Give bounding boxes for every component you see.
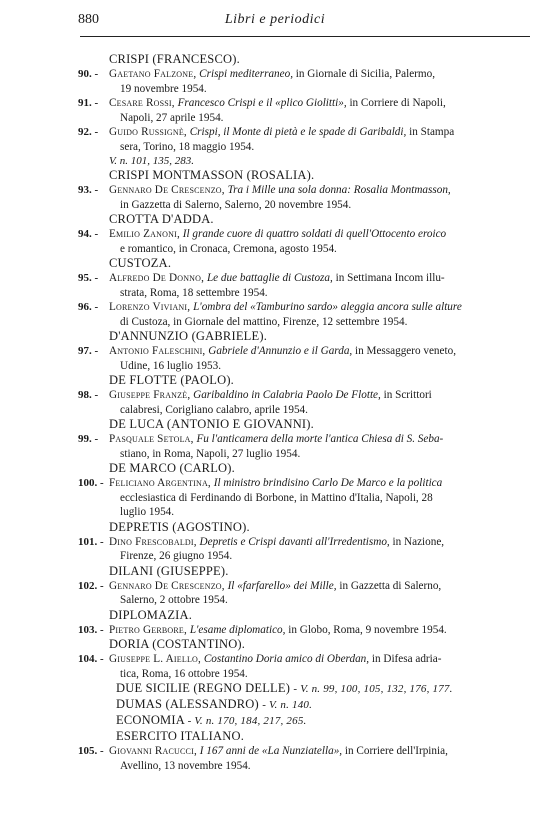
entry-body xyxy=(109,67,531,96)
entry-number: 90. - xyxy=(78,68,99,80)
section-heading: DILANI (GIUSEPPE). xyxy=(109,563,229,578)
entry-body xyxy=(109,183,531,212)
section-heading-label: DUE SICILIE (REGNO DELLE) xyxy=(116,681,291,695)
entry-title: Fu l'anticamera della morte l'antica Chiesa di S. Seba- xyxy=(196,433,444,445)
entry-number: 98. - xyxy=(78,389,99,401)
entry-title: Crispi, il Monte di pietà e le spade di Garibaldi, xyxy=(189,126,407,138)
entry-number: 95. - xyxy=(78,272,99,284)
entry-item xyxy=(0,227,550,256)
entry-number: 91. - xyxy=(78,97,99,109)
cross-reference: - V. n. 99, 100, 105, 132, 176, 177. xyxy=(293,683,453,695)
entry-title: Depretis e Crispi davanti all'Irredentismo, xyxy=(199,535,390,548)
entry-item xyxy=(0,67,550,96)
entry-title: Tra i Mille una sola donna: Rosalia Montmasson, xyxy=(227,184,451,196)
entry-item xyxy=(0,476,550,520)
entry-body xyxy=(109,388,531,417)
entry-item xyxy=(0,388,550,417)
section-heading: CRISPI MONTMASSON (ROSALIA). xyxy=(109,168,315,182)
entry-author: Gaetano Falzone, xyxy=(109,68,197,80)
entry-number: 100. - xyxy=(78,477,104,489)
entry-continuation: 19 novembre 1954. xyxy=(120,82,207,95)
entry-source: in Giornale di Sicilia, Palermo, xyxy=(295,68,435,80)
entry-continuation: Udine, 16 luglio 1953. xyxy=(120,359,221,372)
section-heading: ESERCITO ITALIANO. xyxy=(116,729,245,743)
entry-title: L'ombra del «Tamburino sardo» aleggia ancora sulle alture xyxy=(193,301,462,313)
entry-title: Le due battaglie di Custoza, xyxy=(206,272,333,284)
entry-number: 103. - xyxy=(78,623,104,636)
cross-reference: - V. n. 140. xyxy=(262,699,313,711)
entry-body xyxy=(109,744,531,773)
entry-body xyxy=(109,535,531,564)
entry-body xyxy=(109,125,531,154)
entry-continuation: tica, Roma, 16 ottobre 1954. xyxy=(120,667,248,680)
section-heading: CUSTOZA. xyxy=(109,256,172,270)
entry-body xyxy=(109,623,531,638)
entry-item xyxy=(0,344,550,373)
section-heading-label: DUMAS (ALESSANDRO) xyxy=(116,697,259,711)
bibliography-list xyxy=(0,52,550,773)
section-heading: CROTTA D'ADDA. xyxy=(109,212,214,226)
entry-author: Feliciano Argentina, xyxy=(109,477,211,489)
entry-item xyxy=(0,535,550,564)
entry-continuation: sera, Torino, 18 maggio 1954. xyxy=(120,140,255,153)
running-head xyxy=(0,12,550,34)
entry-body xyxy=(109,271,531,300)
entry-body xyxy=(109,579,531,608)
section-heading: DIPLOMAZIA. xyxy=(109,607,193,622)
entry-body xyxy=(109,300,531,329)
entry-title: Francesco Crispi e il «plico Giolitti», xyxy=(177,97,347,109)
entry-author: Dino Frescobaldi, xyxy=(109,535,197,548)
entry-continuation: Napoli, 27 aprile 1954. xyxy=(120,111,224,124)
entry-author: Gennaro De Crescenzo, xyxy=(109,184,225,196)
entry-title: Costantino Doria amico di Oberdan, xyxy=(203,653,370,665)
entry-title: Il grande cuore di quattro soldati di quell'Ottocento eroico xyxy=(182,228,447,240)
entry-author: Antonio Faleschini, xyxy=(109,345,206,357)
entry-source: in Gazzetta di Salerno, xyxy=(339,579,442,592)
entry-continuation: ecclesiastica di Ferdinando di Borbone, in Mattino d'Italia, Napoli, 28 xyxy=(120,491,433,504)
entry-body xyxy=(109,652,531,681)
entry-source: in Difesa adria- xyxy=(371,653,442,665)
entry-number: 96. - xyxy=(78,301,99,313)
entry-number: 99. - xyxy=(78,433,99,445)
section-heading: DORIA (COSTANTINO). xyxy=(109,637,246,651)
entry-author: Cesare Rossi, xyxy=(109,97,175,109)
entry-author: Giuseppe Franzè, xyxy=(109,389,191,401)
entry-item xyxy=(0,125,550,154)
entry-continuation: e romantico, in Cronaca, Cremona, agosto 1954. xyxy=(120,242,337,255)
entry-source: in Corriere dell'Irpinia, xyxy=(344,745,448,757)
entry-source: in Messaggero veneto, xyxy=(355,345,456,357)
entry-continuation: strata, Roma, 18 settembre 1954. xyxy=(120,286,268,299)
entry-item xyxy=(0,183,550,212)
entry-source: in Globo, Roma, 9 novembre 1954. xyxy=(288,623,447,636)
entry-number: 94. - xyxy=(78,228,99,240)
entry-item xyxy=(0,652,550,681)
entry-title: Il «farfarello» dei Mille, xyxy=(227,579,337,592)
cross-reference: - V. n. 170, 184, 217, 265. xyxy=(187,715,307,727)
entry-number: 105. - xyxy=(78,745,104,757)
entry-source: in Nazione, xyxy=(392,535,445,548)
entry-continuation: Salerno, 2 ottobre 1954. xyxy=(120,594,228,606)
entry-title: Garibaldino in Calabria Paolo De Flotte, xyxy=(193,389,381,401)
entry-author: Giuseppe L. Aiello, xyxy=(109,653,202,665)
section-heading xyxy=(116,713,550,729)
entry-title: Il ministro brindisino Carlo De Marco e la politica xyxy=(213,477,443,489)
section-heading: D'ANNUNZIO (GABRIELE). xyxy=(109,329,268,343)
entry-continuation: calabresi, Corigliano calabro, aprile 1954. xyxy=(120,403,308,416)
entry-body xyxy=(109,476,531,520)
entry-body xyxy=(109,432,531,461)
section-heading: CRISPI (FRANCESCO). xyxy=(109,52,240,66)
entry-source: in Stampa xyxy=(409,126,455,138)
entry-number: 97. - xyxy=(78,345,99,357)
section-heading: DE MARCO (CARLO). xyxy=(109,461,235,475)
entry-continuation: luglio 1954. xyxy=(120,506,175,518)
entry-item xyxy=(0,271,550,300)
entry-number: 92. - xyxy=(78,126,99,138)
entry-body xyxy=(109,96,531,125)
entry-continuation: Firenze, 26 giugno 1954. xyxy=(120,550,233,562)
entry-title: I 167 anni de «La Nunziatella», xyxy=(199,745,343,757)
entry-body xyxy=(109,344,531,373)
entry-author: Emilio Zanoni, xyxy=(109,228,180,240)
entry-number: 102. - xyxy=(78,579,104,592)
entry-item xyxy=(0,579,550,608)
page-number: 880 xyxy=(78,12,99,27)
header-rule xyxy=(80,36,530,37)
entry-author: Alfredo De Donno, xyxy=(109,272,205,284)
entry-source: in Settimana Incom illu- xyxy=(335,272,445,284)
entry-author: Guido Russignè, xyxy=(109,126,187,138)
section-heading: DE LUCA (ANTONIO E GIOVANNI). xyxy=(109,417,314,431)
entry-author: Giovanni Racucci, xyxy=(109,745,197,757)
entry-author: Lorenzo Viviani, xyxy=(109,301,191,313)
entry-title: Gabriele d'Annunzio e il Garda, xyxy=(208,345,353,357)
entry-author: Gennaro De Crescenzo, xyxy=(109,579,225,592)
entry-author: Pietro Gerbore, xyxy=(109,623,188,636)
entry-number: 101. - xyxy=(78,535,104,548)
cross-reference: V. n. 101, 135, 283. xyxy=(109,155,195,167)
entry-continuation: Avellino, 13 novembre 1954. xyxy=(120,759,251,772)
entry-title: L'esame diplomatico, xyxy=(189,623,286,636)
entry-source: in Scrittori xyxy=(383,389,432,401)
entry-item xyxy=(0,623,550,638)
entry-title: Crispi mediterraneo, xyxy=(199,68,293,80)
section-heading-label: ECONOMIA xyxy=(116,713,185,727)
entry-item xyxy=(0,432,550,461)
running-title: Libri e periodici xyxy=(224,12,326,27)
entry-body xyxy=(109,227,531,256)
section-heading xyxy=(116,681,550,697)
section-heading: DEPRETIS (AGOSTINO). xyxy=(109,519,250,534)
entry-number: 104. - xyxy=(78,653,104,665)
section-heading: DE FLOTTE (PAOLO). xyxy=(109,373,235,387)
entry-continuation: in Gazzetta di Salerno, Salerno, 20 novembre 1954. xyxy=(120,198,352,211)
entry-continuation: di Custoza, in Giornale del mattino, Firenze, 12 settembre 1954. xyxy=(120,315,408,328)
entry-author: Pasquale Setola, xyxy=(109,433,194,445)
entry-item xyxy=(0,744,550,773)
entry-item xyxy=(0,300,550,329)
entry-item xyxy=(0,96,550,125)
section-heading xyxy=(116,697,550,713)
entry-source: in Corriere di Napoli, xyxy=(349,97,446,109)
entry-continuation: stiano, in Roma, Napoli, 27 luglio 1954. xyxy=(120,447,301,460)
entry-number: 93. - xyxy=(78,184,99,196)
